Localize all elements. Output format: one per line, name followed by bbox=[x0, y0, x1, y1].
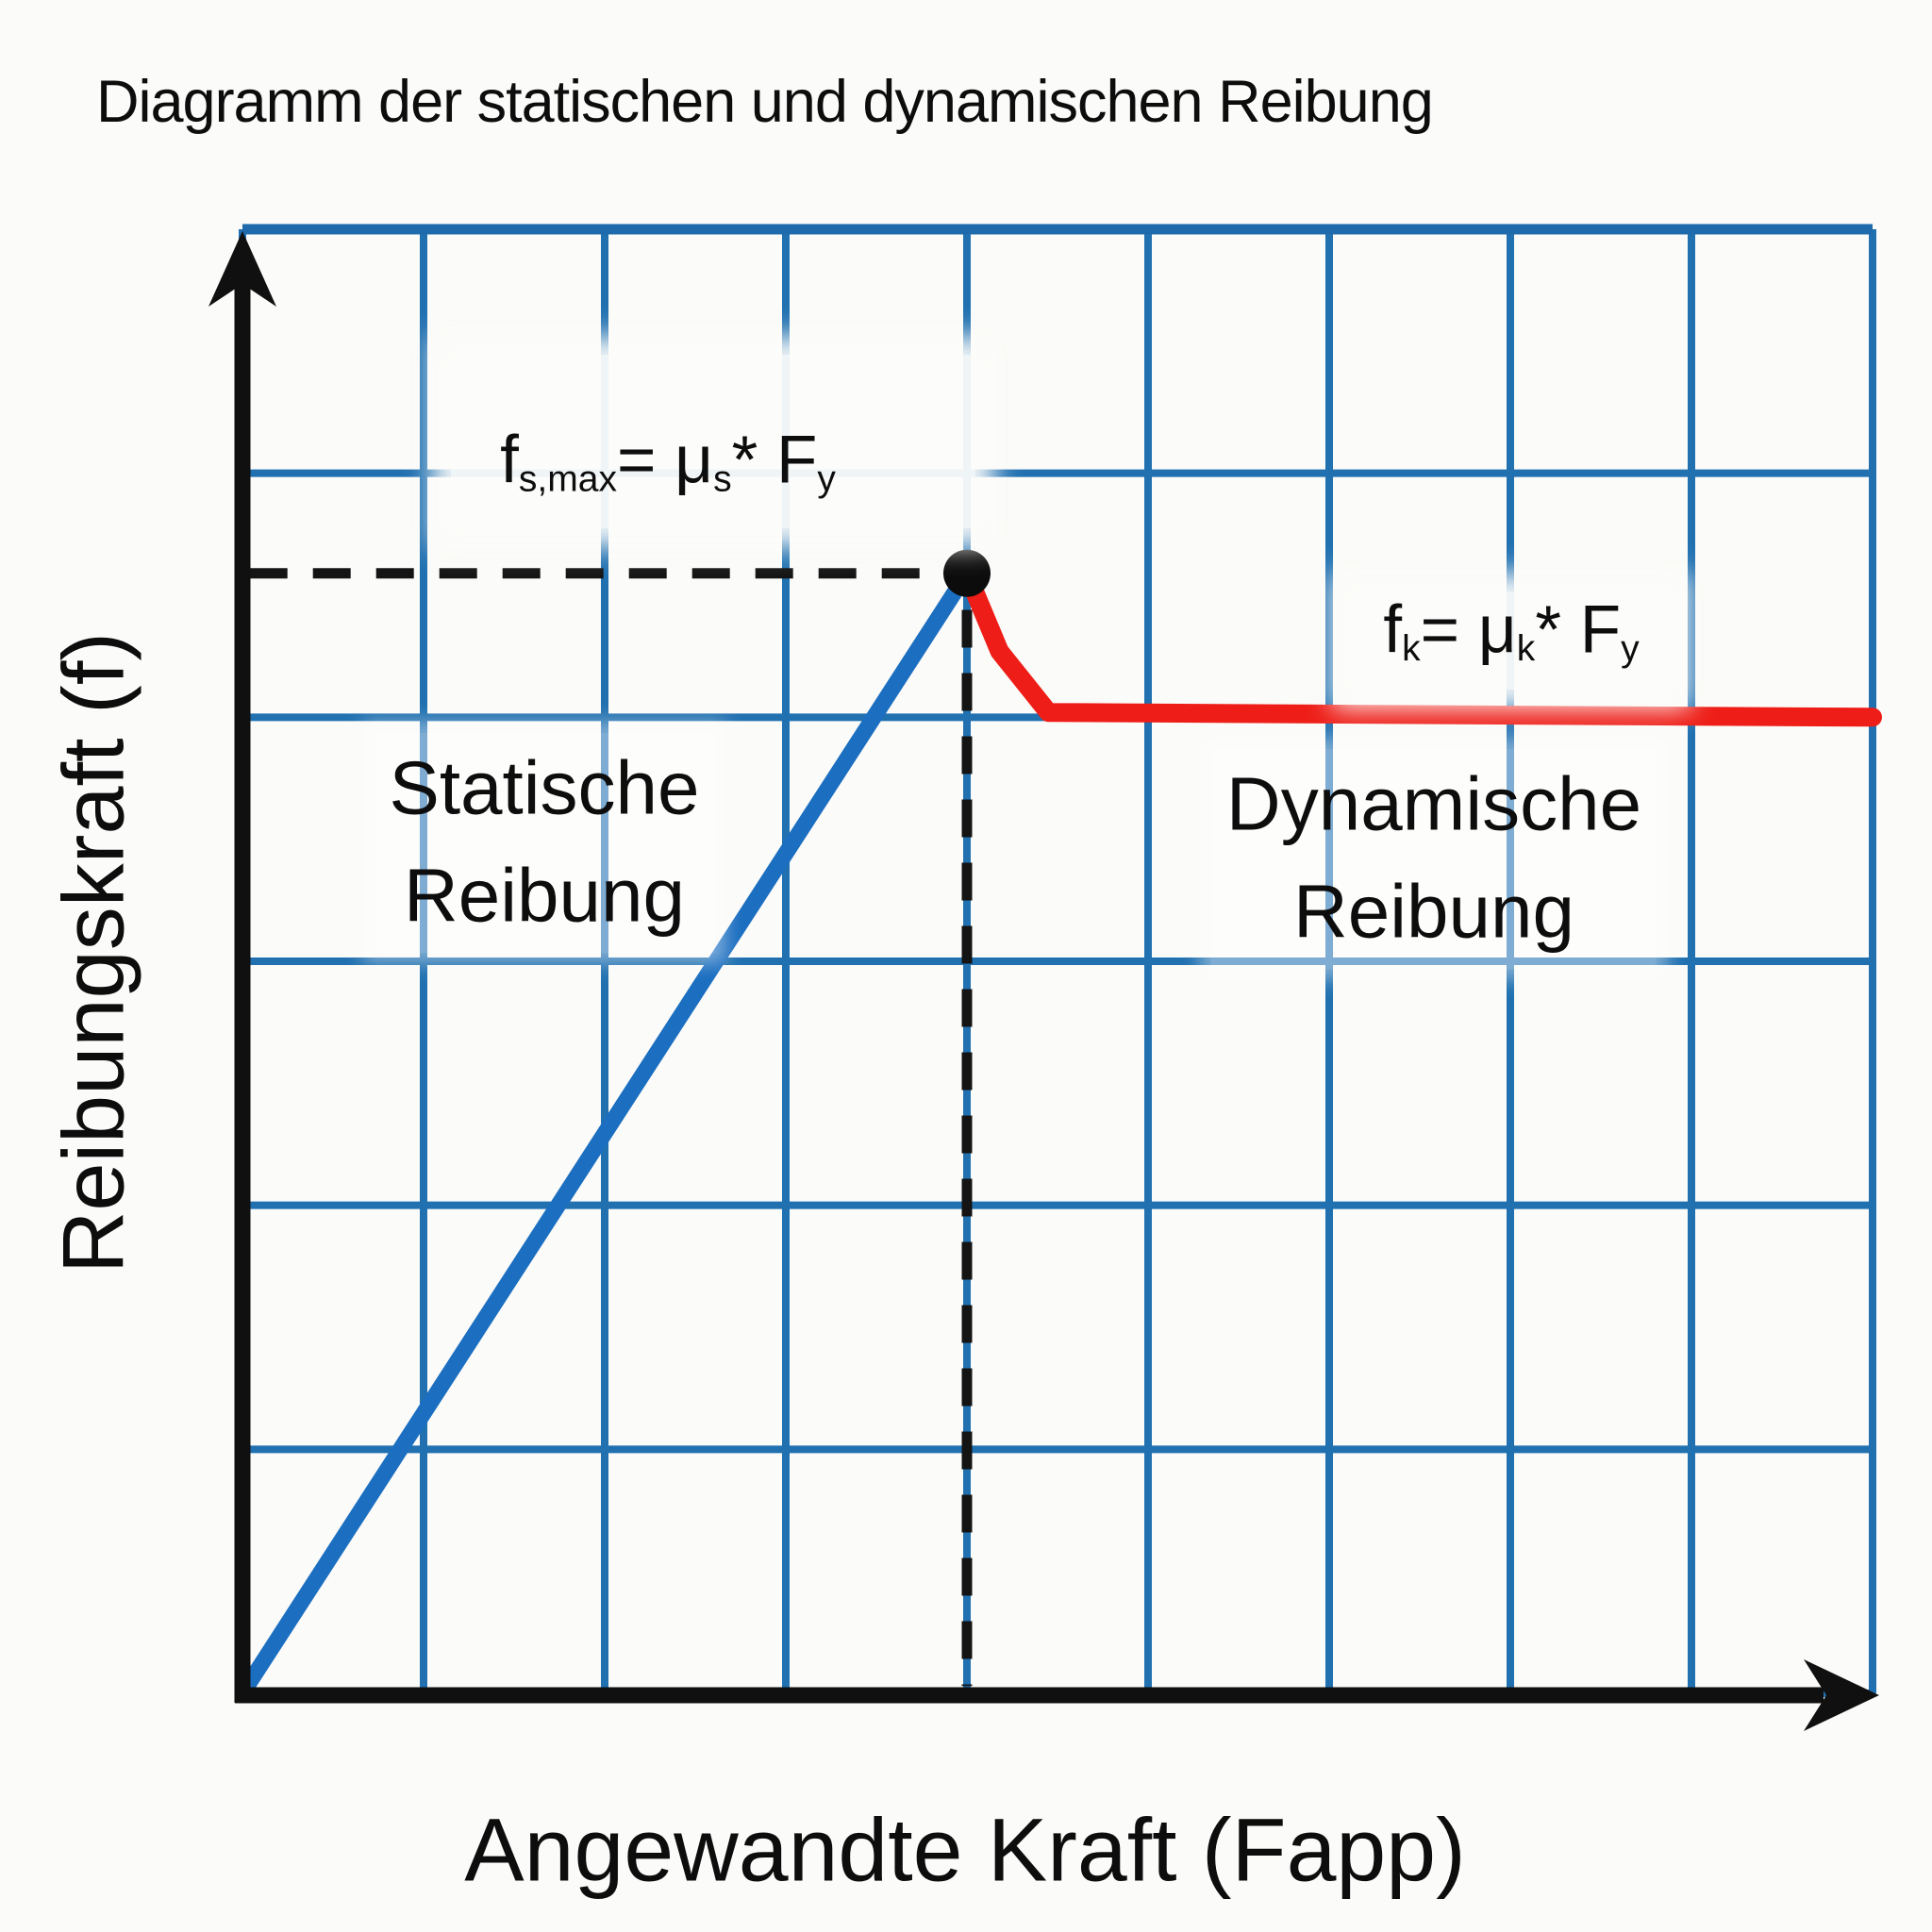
static-region-label bbox=[374, 733, 714, 953]
formula-term: * bbox=[1535, 592, 1580, 668]
static-region-line2: Reibung bbox=[403, 854, 685, 938]
y-axis-label: Reibungskraft (f) bbox=[45, 631, 142, 1274]
formula-term: f bbox=[500, 423, 519, 498]
formula-subscript: s bbox=[713, 458, 732, 500]
chart-title: Diagramm der statischen und dynamischen Reibung bbox=[96, 69, 1433, 135]
formula-term: = bbox=[1420, 592, 1478, 668]
formula-term: μ bbox=[675, 423, 714, 498]
kinetic-region-label bbox=[1211, 749, 1657, 969]
formula-term: F bbox=[775, 423, 818, 498]
formula-term: μ bbox=[1477, 592, 1517, 668]
kinetic-friction-formula bbox=[1383, 592, 1639, 669]
static-friction-formula bbox=[500, 423, 836, 499]
formula-term: F bbox=[1579, 592, 1622, 668]
formula-subscript: k bbox=[1402, 628, 1421, 670]
formula-subscript: y bbox=[1621, 628, 1640, 670]
peak-point bbox=[943, 550, 991, 597]
formula-term: * bbox=[731, 423, 776, 498]
formula-subscript: y bbox=[817, 458, 836, 500]
formula-subscript: s,max bbox=[518, 458, 617, 500]
static-region-line1: Statische bbox=[389, 745, 700, 830]
kinetic-region-line2: Reibung bbox=[1292, 870, 1574, 954]
kinetic-region-line1: Dynamische bbox=[1225, 761, 1642, 846]
x-axis-label: Angewandte Kraft (Fapp) bbox=[464, 1800, 1466, 1901]
formula-term: f bbox=[1383, 592, 1403, 668]
formula-term: = bbox=[616, 423, 675, 498]
formula-subscript: k bbox=[1516, 628, 1536, 670]
